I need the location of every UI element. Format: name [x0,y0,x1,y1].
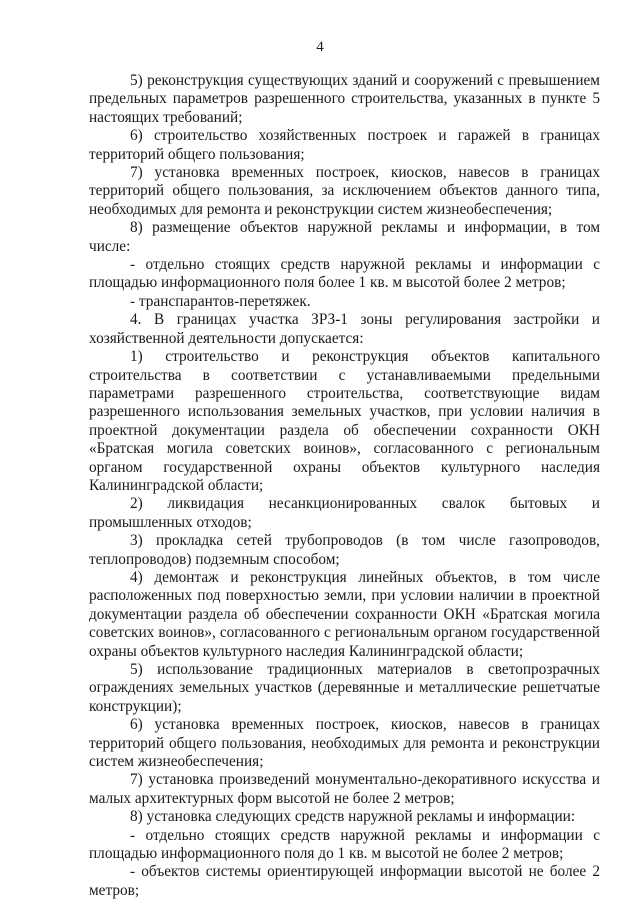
paragraph-item-8-advertising: 8) размещение объектов наружной рекламы и информации, в том числе: [89,219,600,255]
paragraph-allowed-7-monumental-art: 7) установка произведений монументально-декоративного искусства и малых архитектурных форм высотой не более 2 метров; [89,771,600,807]
paragraph-allowed-2-dump-removal: 2) ликвидация несанкционированных свалок бытовых и промышленных отходов; [89,495,600,531]
paragraph-allowed-4-linear-objects: 4) демонтаж и реконструкция линейных объектов, в том числе расположенных под поверхностью земли, при условии наличии в проектной документации раздела об обеспечении сохранности ОКН «Братская могила советских воинов», согласованного с региональным органом государственной охраны объектов культурного наследия Калининградской области; [89,568,600,660]
paragraph-subitem-small-freestanding-ads: - отдельно стоящих средств наружной рекламы и информации с площадью информационного поля до 1 кв. м высотой не более 2 метров; [89,826,600,863]
paragraph-allowed-8-advertising: 8) установка следующих средств наружной рекламы и информации: [130,808,576,826]
paragraph-allowed-5-traditional-materials: 5) использование традиционных материалов в светопрозрачных ограждениях земельных участков (деревянные и металлические решетчатые конструкции); [89,661,600,715]
paragraph-allowed-6-temporary-structures: 6) установка временных построек, киосков, навесов в границах территорий общего пользования, необходимых для ремонта и реконструкции систем жизнеобеспечения; [89,716,600,771]
page-number: 4 [316,39,324,55]
paragraph-item-6-outbuildings: 6) строительство хозяйственных построек и гаражей в границах территорий общего пользования; [89,127,600,163]
paragraph-allowed-1-construction: 1) строительство и реконструкция объектов капитального строительства в соответствии с устанавливаемыми предельными параметрами разрешенного строительства, соответствующие видам разрешенного использования земельных участков, при условии наличия в проектной документации раздела об обеспечении сохранности ОКН «Братская могила советских воинов», согласованного с региональным органом государственной охраны объектов культурного наследия Калининградской области; [89,348,600,494]
paragraph-allowed-3-pipelines: 3) прокладка сетей трубопроводов (в том числе газопроводов, теплопроводов) подземным способом; [89,532,600,568]
document-body [89,72,600,900]
paragraph-section-4-heading: 4. В границах участка ЗРЗ-1 зоны регулирования застройки и хозяйственной деятельности допускается: [89,311,600,347]
paragraph-item-7-temporary-structures: 7) установка временных построек, киосков, навесов в границах территорий общего пользования, за исключением объектов данного типа, необходимых для ремонта и реконструкции систем жизнеобеспечения; [89,164,600,218]
paragraph-subitem-freestanding-ads: - отдельно стоящих средств наружной рекламы и информации с площадью информационного поля более 1 кв. м высотой более 2 метров; [89,256,600,292]
paragraph-subitem-wayfinding: - объектов системы ориентирующей информации высотой не более 2 метров; [89,863,600,899]
paragraph-subitem-banners: - транспарантов-перетяжек. [130,292,311,310]
paragraph-item-5-reconstruction: 5) реконструкция существующих зданий и сооружений с превышением предельных параметров разрешенного строительства, указанных в пункте 5 настоящих требований; [89,72,600,126]
